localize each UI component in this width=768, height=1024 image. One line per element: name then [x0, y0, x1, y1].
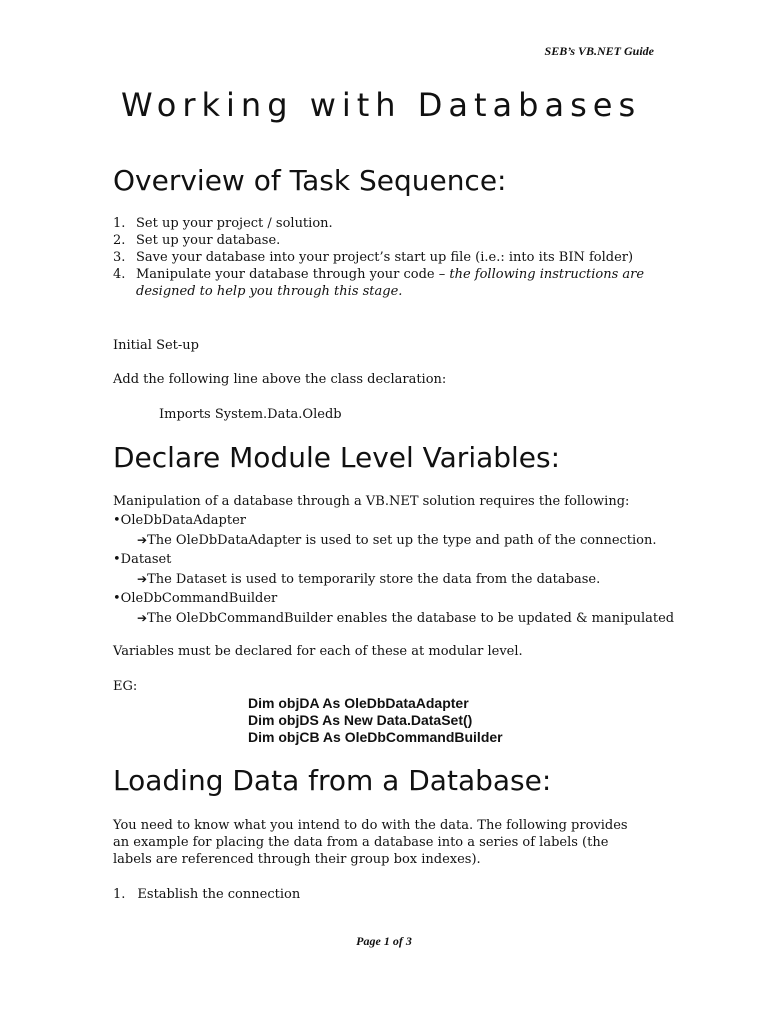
variable-desc: The Dataset is used to temporarily store the data from the database.: [147, 572, 601, 587]
task-steps: [113, 215, 644, 300]
declare-heading: Declare Module Level Variables:: [113, 441, 561, 474]
step-number: 1.: [113, 216, 126, 231]
list-item: [113, 215, 644, 232]
list-item: [113, 590, 674, 607]
variable-list: [113, 512, 674, 627]
step-text: Manipulate your database through your code –: [136, 267, 450, 282]
variable-name: Dataset: [120, 552, 172, 567]
step-text: Set up your database.: [136, 233, 281, 248]
code-line: Dim objCB As OleDbCommandBuilder: [248, 729, 503, 745]
add-line-text: Add the following line above the class declaration:: [113, 372, 447, 387]
eg-label: EG:: [113, 679, 138, 694]
step-number: 4.: [113, 267, 126, 282]
declare-intro: Manipulation of a database through a VB.NET solution requires the following:: [113, 494, 630, 509]
step-number: 1.: [113, 887, 126, 902]
list-item: [113, 249, 644, 266]
code-line: Dim objDA As OleDbDataAdapter: [248, 695, 469, 711]
imports-statement: Imports System.Data.Oledb: [159, 407, 342, 422]
variable-desc: The OleDbDataAdapter is used to set up the type and path of the connection.: [147, 533, 657, 548]
step-text: Set up your project / solution.: [136, 216, 333, 231]
variable-name: OleDbCommandBuilder: [120, 591, 278, 606]
list-item: [113, 532, 674, 549]
list-item: [113, 266, 644, 300]
list-item: [113, 610, 674, 627]
loading-paragraph: You need to know what you intend to do with the data. The following provides an example for placing the data from a database into a series of labels (the labels are referenced through their group box indexes).: [113, 818, 628, 867]
step-text: Establish the connection: [137, 887, 301, 902]
arrow-icon: ➔: [137, 611, 148, 625]
loading-heading: Loading Data from a Database:: [113, 764, 552, 797]
step-number: 3.: [113, 250, 126, 265]
bullet-icon: •: [113, 552, 121, 567]
step-note-line-2: designed to help you through this stage.: [136, 284, 403, 299]
arrow-icon: ➔: [137, 533, 148, 547]
step-text: Save your database into your project’s start up file (i.e.: into its BIN folder): [136, 250, 634, 265]
step-number: 2.: [113, 233, 126, 248]
page-footer: Page 1 of 3: [356, 934, 412, 948]
page-title: Working with Databases: [121, 86, 642, 124]
bullet-icon: •: [113, 591, 121, 606]
list-item: [113, 232, 644, 249]
initial-setup-label: Initial Set-up: [113, 338, 199, 353]
variable-desc: The OleDbCommandBuilder enables the database to be updated & manipulated: [147, 611, 675, 626]
declare-note: Variables must be declared for each of these at modular level.: [113, 644, 523, 659]
list-item: [113, 512, 674, 529]
variable-name: OleDbDataAdapter: [120, 513, 246, 528]
overview-heading: Overview of Task Sequence:: [113, 164, 507, 197]
code-block: [248, 695, 503, 746]
page-header: SEB’s VB.NET Guide: [544, 44, 654, 58]
bullet-icon: •: [113, 513, 121, 528]
code-line: Dim objDS As New Data.DataSet(): [248, 712, 473, 728]
arrow-icon: ➔: [137, 572, 148, 586]
loading-step: [113, 886, 300, 903]
list-item: [113, 571, 674, 588]
list-item: [113, 551, 674, 568]
step-note-line-1: the following instructions are: [449, 267, 645, 282]
